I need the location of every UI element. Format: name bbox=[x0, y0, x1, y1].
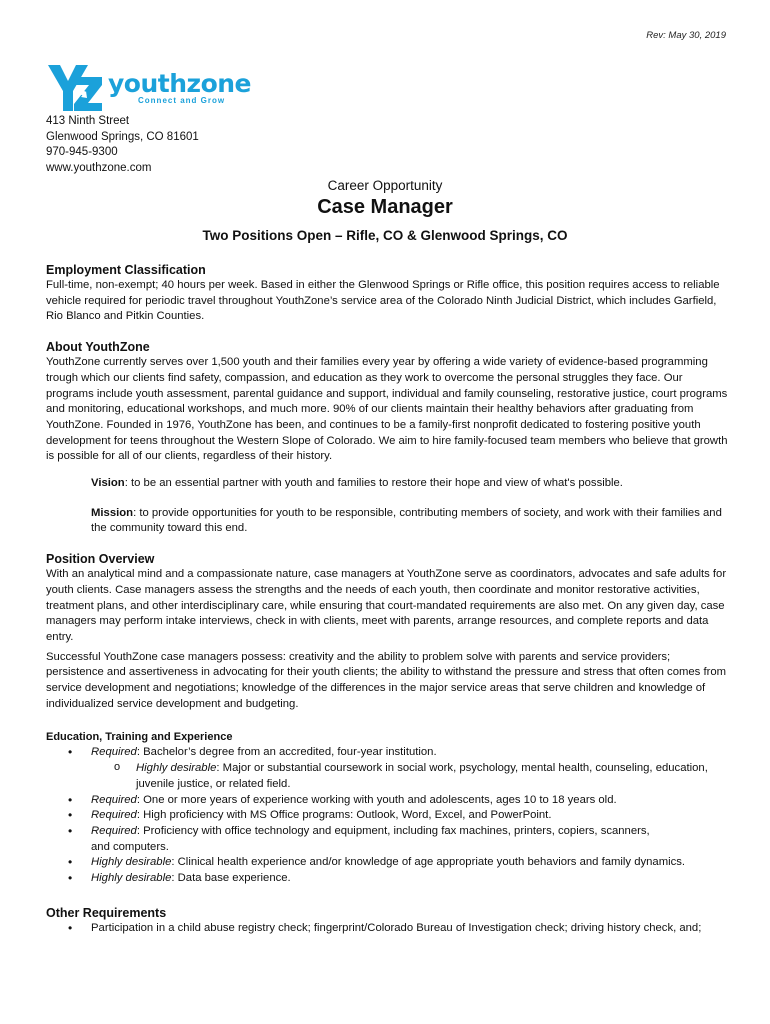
revision-date: Rev: May 30, 2019 bbox=[646, 30, 726, 41]
address-block bbox=[46, 114, 199, 176]
overview-paragraph-1: With an analytical mind and a compassionate nature, case managers at YouthZone serve as coordinators, advocates and safe adults for youth clients. Case managers assess the strengths and the needs of each youth, then coordinate and monitor restorative activities, treatment plans, and other interdisciplinary care, while ensuring that court-mandated requirements are also met. On any given day, case managers may perform intake interviews, check in with clients, meet with parents, arrange resources, and complete reports and data entry. bbox=[46, 568, 727, 643]
address-website: www.youthzone.com bbox=[46, 161, 152, 174]
mission-statement bbox=[91, 506, 728, 537]
overview-heading: Position Overview bbox=[46, 552, 155, 567]
employment-heading: Employment Classification bbox=[46, 263, 206, 277]
about-section bbox=[46, 339, 728, 537]
mission-label: Mission bbox=[91, 506, 134, 519]
list-item: • Highly desirable: Clinical health experience and/or knowledge of age appropriate youth behaviors and family dynamics. bbox=[46, 855, 728, 871]
header-block bbox=[0, 178, 770, 243]
logo-tagline: Connect and Grow bbox=[138, 95, 226, 105]
list-item: • Required: Bachelor’s degree from an accredited, four-year institution. o Highly desirable: Major or substantial coursework in social work, psychology, mental health, counseling, education, juvenile justice, or related field. bbox=[46, 745, 728, 792]
address-phone: 970-945-9300 bbox=[46, 146, 118, 158]
overview-section bbox=[46, 551, 728, 712]
vision-statement bbox=[91, 476, 728, 492]
address-city: Glenwood Springs, CO 81601 bbox=[46, 130, 199, 143]
youthzone-logo bbox=[46, 63, 251, 113]
career-opportunity: Career Opportunity bbox=[327, 178, 443, 193]
list-item: • Highly desirable: Data base experience. bbox=[46, 871, 728, 887]
logo-name: youthzone bbox=[108, 68, 251, 98]
vision-text: : to be an essential partner with youth and families to restore their hope and view of what's possible. bbox=[124, 477, 623, 490]
other-requirements-section bbox=[46, 905, 728, 937]
vision-label: Vision bbox=[91, 477, 125, 490]
list-item: • Participation in a child abuse registry check; fingerprint/Colorado Bureau of Investigation check; driving history check, and; bbox=[46, 921, 728, 937]
employment-text: Full-time, non-exempt; 40 hours per week. Based in either the Glenwood Springs or Rifle office, this position requires access to reliable vehicle required for periodic travel throughout YouthZone’s service area of the Colorado Ninth Judicial District, which includes Garfield, Rio Blanco and Pitkin Counties. bbox=[46, 279, 720, 323]
positions-open: Two Positions Open – Rifle, CO & Glenwood Springs, CO bbox=[202, 228, 568, 243]
sub-list bbox=[91, 761, 728, 792]
mission-text: : to provide opportunities for youth to be responsible, contributing members of society, and work with their families and the community toward this end. bbox=[91, 506, 722, 535]
list-item: • Required: High proficiency with MS Office programs: Outlook, Word, Excel, and PowerPoint. bbox=[46, 808, 728, 824]
list-item: • Required: One or more years of experience working with youth and adolescents, ages 10 to 18 years old. bbox=[46, 793, 728, 809]
about-text: YouthZone currently serves over 1,500 youth and their families every year by offering a wide variety of evidence-based programming trough which our clients find safety, compassion, and education as they work to overcome the personal struggles they face. Our programs include youth assessment, parental guidance and support, individual and family counseling, restorative justice, court programs and monitoring, educational workshops, and much more. 90% of our clients maintain their healthy behaviors after graduating from YouthZone. Founded in 1976, YouthZone has been, and continues to be a family-first nonprofit dedicated to fostering positive youth development for teens throughout the Western Slope of Colorado. We aim to hire family-focused team members who believe that growth is possible for all of our clients, regardless of their history. bbox=[46, 356, 728, 463]
employment-section bbox=[46, 262, 728, 325]
education-list bbox=[46, 745, 728, 886]
document-body bbox=[46, 262, 728, 951]
yz-logo-icon bbox=[46, 63, 104, 113]
address-street: 413 Ninth Street bbox=[46, 115, 130, 127]
overview-paragraph-2: Successful YouthZone case managers possess: creativity and the ability to problem solve with parents and service providers; persistence and assertiveness in advocating for their youth clients; the ability to withstand the pressure and stress that often comes from service development and negotiations; knowledge of the differences in the major service areas that serve children and knowledge of individualized service development and budgeting. bbox=[46, 650, 727, 710]
job-title: Case Manager bbox=[317, 196, 453, 218]
about-heading: About YouthZone bbox=[46, 340, 150, 355]
list-item: • Required: Proficiency with office technology and equipment, including fax machines, printers, copiers, scanners, and computers. bbox=[46, 824, 728, 855]
education-section bbox=[46, 730, 728, 886]
other-heading: Other Requirements bbox=[46, 905, 167, 920]
education-heading: Education, Training and Experience bbox=[46, 731, 233, 744]
other-list bbox=[46, 921, 728, 937]
list-item: o Highly desirable: Major or substantial coursework in social work, psychology, mental health, counseling, education, juvenile justice, or related field. bbox=[91, 761, 728, 792]
